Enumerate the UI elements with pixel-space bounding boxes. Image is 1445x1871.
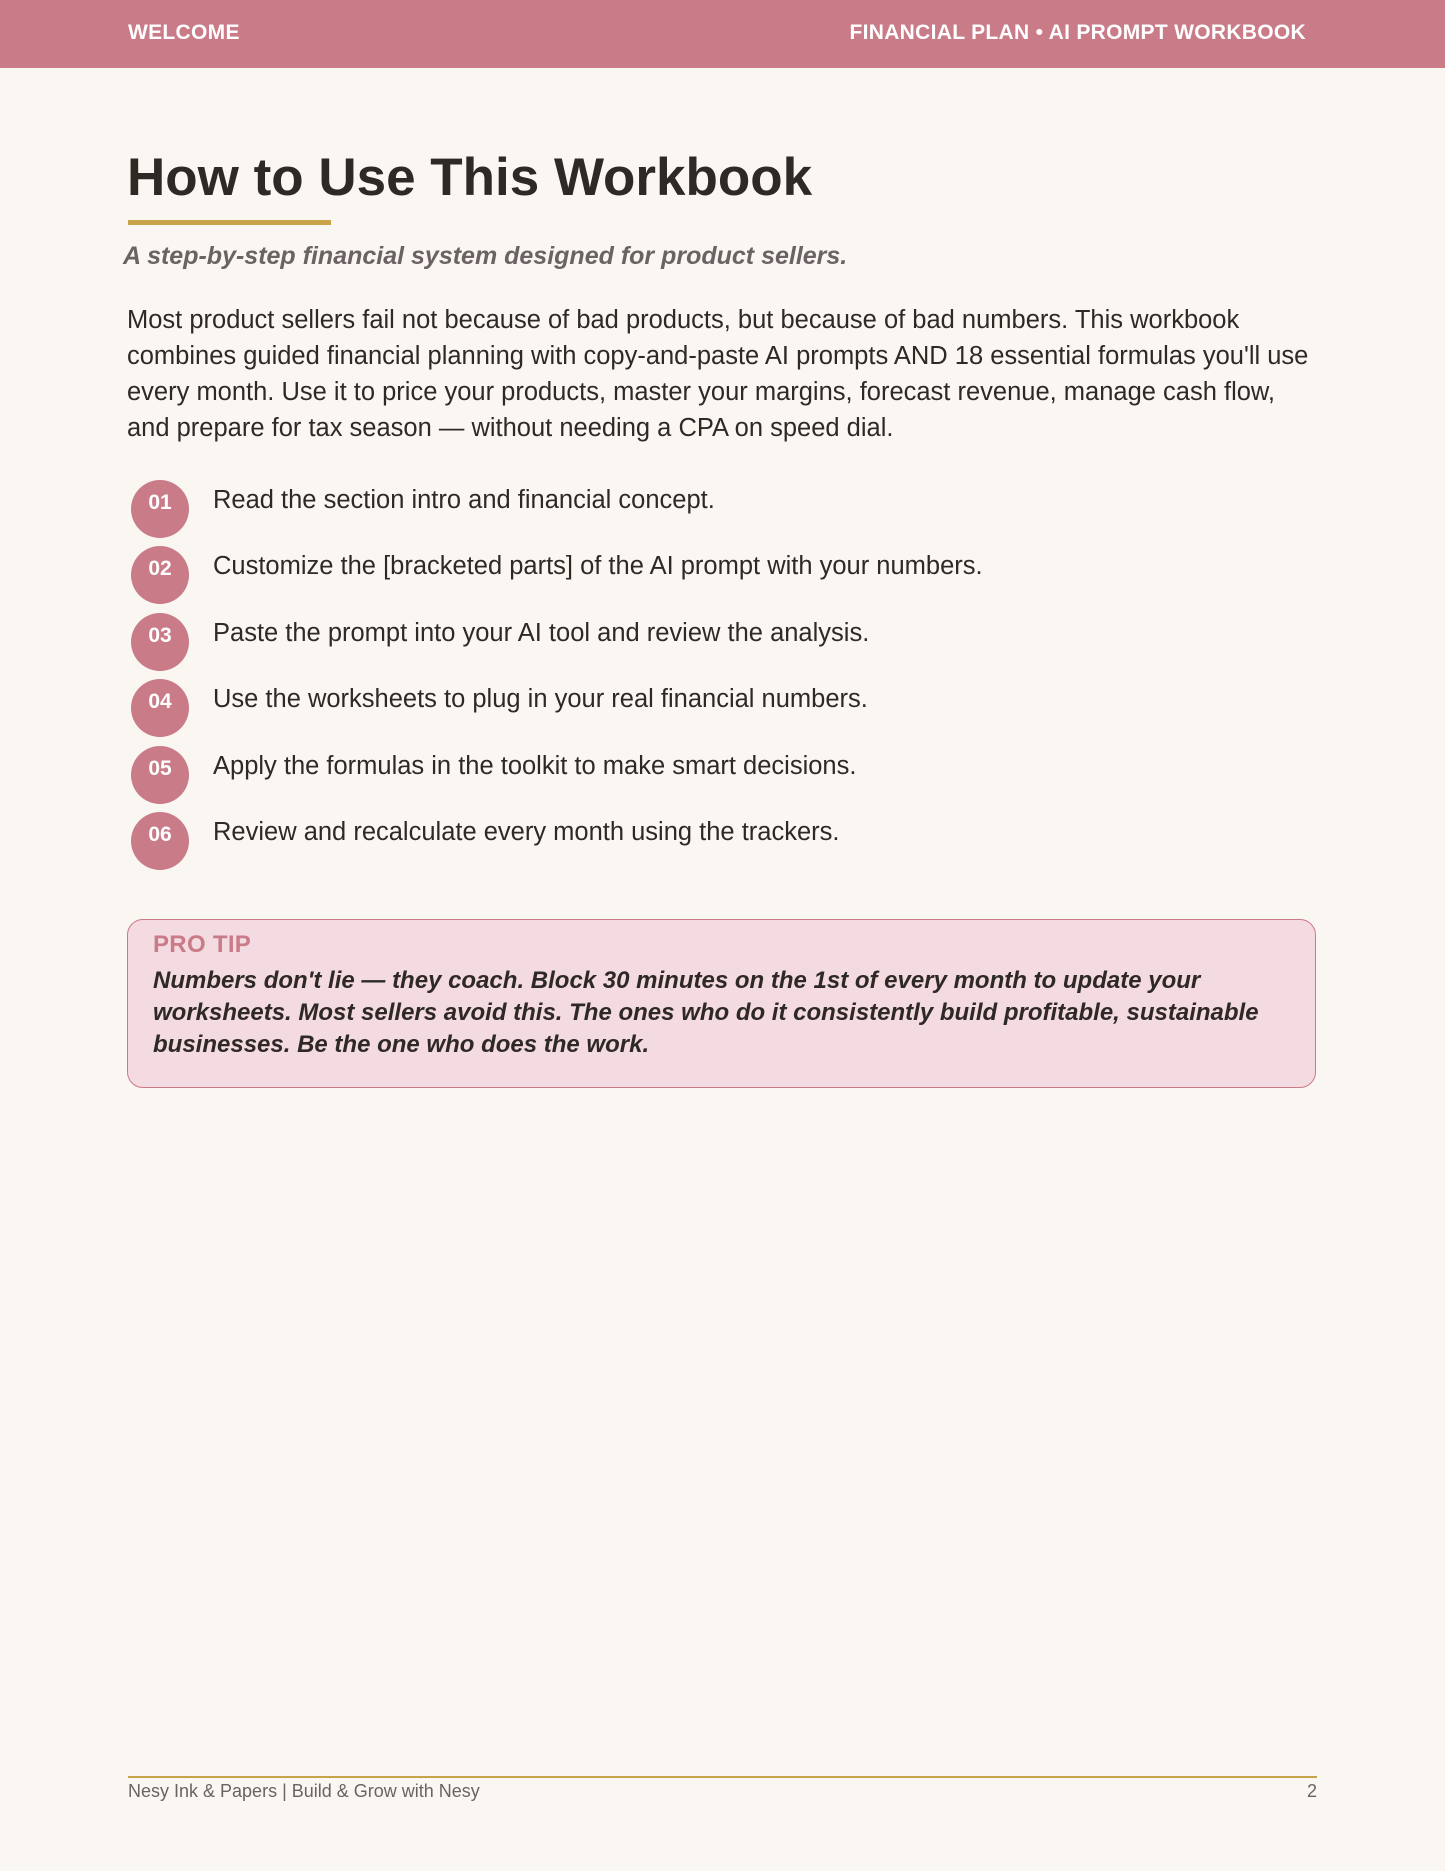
title-underline: [128, 220, 331, 225]
step-number-badge: 04: [131, 679, 189, 737]
step-item: [131, 812, 1231, 878]
pro-tip-text: Numbers don't lie — they coach. Block 30 minutes on the 1st of every month to update your worksheets. Most sellers avoid this. The ones who do it consistently build profitable, sustainable businesses. Be the one who does the work.: [153, 967, 1259, 1058]
pro-tip-box: [127, 919, 1316, 1088]
pro-tip-label: PRO TIP: [153, 931, 252, 958]
document-label: FINANCIAL PLAN • AI PROMPT WORKBOOK: [849, 21, 1306, 44]
step-item: [131, 480, 1231, 546]
footer-brand: Nesy Ink & Papers | Build & Grow with Nesy: [128, 1781, 480, 1801]
step-number-badge: 03: [131, 613, 189, 671]
step-number-badge: 05: [131, 746, 189, 804]
step-item: [131, 679, 1231, 745]
step-number-badge: 02: [131, 546, 189, 604]
step-text: Paste the prompt into your AI tool and review the analysis.: [213, 618, 870, 647]
step-item: [131, 546, 1231, 612]
page-title: How to Use This Workbook: [127, 148, 813, 207]
intro-paragraph: Most product sellers fail not because of bad products, but because of bad numbers. This workbook combines guided financial planning with copy-and-paste AI prompts AND 18 essential formulas you'll use every month. Use it to price your products, master your margins, forecast revenue, manage cash flow, and prepare for tax season — without needing a CPA on speed dial.: [127, 306, 1309, 442]
step-text: Read the section intro and financial concept.: [213, 486, 715, 514]
steps-list: [131, 480, 1231, 878]
section-label: WELCOME: [128, 21, 240, 44]
step-number-badge: 06: [131, 812, 189, 870]
footer-divider: [128, 1776, 1317, 1778]
page-number: 2: [1306, 1781, 1317, 1801]
step-text: Apply the formulas in the toolkit to make smart decisions.: [213, 751, 857, 780]
step-item: [131, 746, 1231, 812]
page-subtitle: A step-by-step financial system designed for product sellers.: [123, 242, 848, 270]
step-number-badge: 01: [131, 480, 189, 538]
step-text: Use the worksheets to plug in your real financial numbers.: [213, 685, 868, 714]
header-bar: [0, 0, 1445, 68]
step-text: Customize the [bracketed parts] of the AI prompt with your numbers.: [213, 552, 983, 581]
step-text: Review and recalculate every month using the trackers.: [213, 817, 840, 846]
step-item: [131, 613, 1231, 679]
